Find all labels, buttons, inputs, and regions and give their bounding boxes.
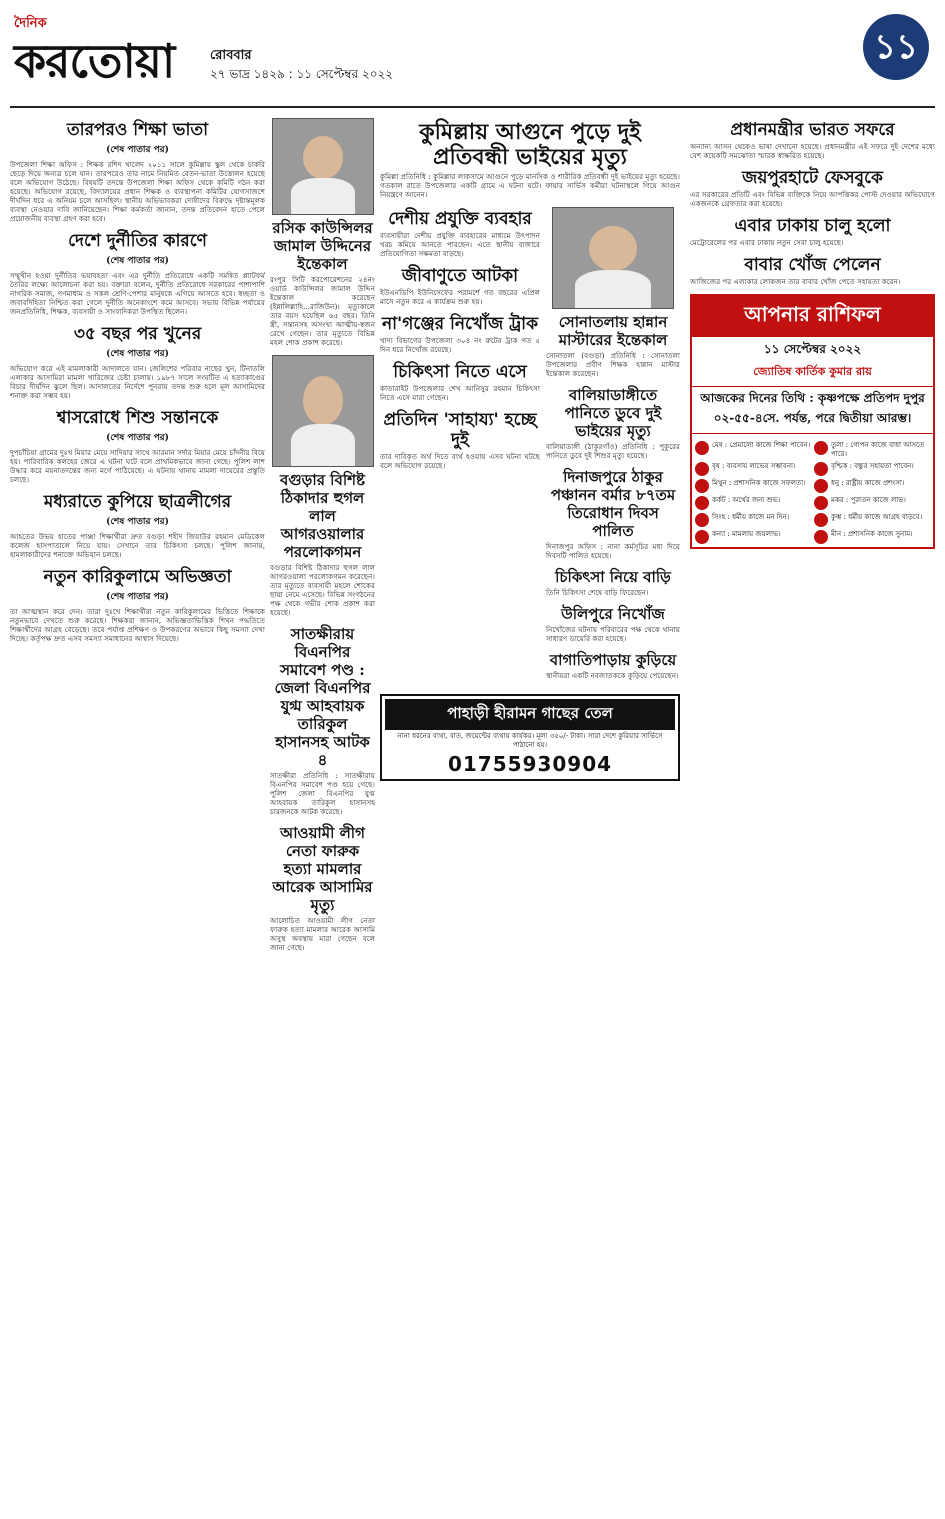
- story-headline: ৩৫ বছর পর খুনের: [73, 324, 202, 344]
- story-headline: চিকিৎসা নিতে এসে: [393, 362, 527, 382]
- story-body: আহতের উভয় হাতের পাঞ্জা শিক্ষার্থীরা দ্রুত বগুড়া শহীদ জিয়াউর রহমান মেডিকেল কলেজ হাসপাতালে নিয়ে যায়। সেখানে তার চিকিৎসা চলছে। পুলিশ জানায়, হামলাকারীদের শনাক্তে অভিযান চলছে।: [10, 532, 265, 559]
- story-headline: আওয়ামী লীগ নেতা ফারুক হত্যা মামলার আরেক আসামির মৃত্যু: [272, 824, 373, 914]
- story: [546, 605, 680, 643]
- page-number: ১১: [863, 14, 929, 80]
- logo-prefix: দৈনিক: [14, 16, 47, 31]
- story-body: বগুড়ার বিশিষ্ট ঠিকাদার হুগল লাল আগরওয়ালা পরলোকগমন করেছেন। তার মৃত্যুতে ব্যবসায়ী মহলে শোকের ছায়া নেমে এসেছে। বিভিন্ন সংগঠনের পক্ষ থেকে গভীর শোক প্রকাশ করা হয়েছে।: [270, 563, 375, 617]
- story-body: আলোচিত আওয়ামী লীগ নেতা ফারুক হত্যা মামলার আরেক আসামি অসুস্থ অবস্থায় মারা গেছেন বলে জানা গেছে।: [270, 916, 375, 952]
- lead-story: [380, 120, 680, 199]
- story-subhead: (শেষ পাতার পর): [106, 433, 169, 443]
- newspaper-logo: [14, 14, 204, 94]
- story-headline: জীবাণুতে আটকা: [401, 266, 519, 286]
- story-body: বালিয়াডাঙ্গী (ঠাকুরগাঁও) প্রতিনিধি : পুকুরের পানিতে ডুবে দুই শিশুর মৃত্যু হয়েছে।: [546, 442, 680, 460]
- story-subhead: (শেষ পাতার পর): [106, 349, 169, 359]
- story-headline: দেশীয় প্রযুক্তি ব্যবহার: [388, 209, 532, 229]
- zodiac-icon: [695, 496, 709, 510]
- story-subhead: (শেষ পাতার পর): [106, 592, 169, 602]
- zodiac-sign: বৃশ্চিক : বন্ধুর সহায়তা পাবেন।: [814, 462, 930, 476]
- story-body: কাতারাইট উপজেলার শেখ আনিসুর রহমান চিকিৎসা নিতে এসে মারা গেছেন।: [380, 384, 540, 402]
- story-body: কুমিল্লা প্রতিনিধি : কুমিল্লার লাকসামে আগুনে পুড়ে মানসিক ও শারীরিক প্রতিবন্ধী দুই ভাইয়ের মৃত্যু হয়েছে। গতকাল রাতে উপজেলার একটি গ্রামে এ ঘটনা ঘটে। ফায়ার সার্ভিস কর্মীরা ঘটনাস্থলে গিয়ে আগুন নিয়ন্ত্রণে আনেন।: [380, 172, 680, 199]
- zodiac-icon: [695, 530, 709, 544]
- zodiac-sign: কন্যা : মামলায় জয়লাভ।: [695, 530, 811, 544]
- portrait-photo: [552, 207, 674, 309]
- masthead: [10, 6, 935, 108]
- story-headline: সোনাতলায় হান্নান মাস্টারের ইন্তেকাল: [558, 313, 668, 349]
- zodiac-sign: ধনু : রাষ্ট্রীয় কাজে প্রশংসা।: [814, 479, 930, 493]
- story-body: ইউএনডিপি ইউনিসেফের পরামর্শে গত বছরের এপ্রিল মাসে নতুন করে এ কার্যক্রম শুরু হয়।: [380, 288, 540, 306]
- story: [380, 410, 540, 470]
- zodiac-icon: [814, 479, 828, 493]
- story-headline: মধ্যরাতে কুপিয়ে ছাত্রলীগের: [43, 492, 232, 512]
- story-body: তা আত্মস্থান করে দেন। তারা দুঃখে শিক্ষার্থীরা নতুন কারিকুলামের ভিত্তিতে শিক্ষাকে নতুনভাবে দেখতে শুরু করেছে। শিক্ষকরা জানান, অভিজ্ঞতাভিত্তিক শিখন পদ্ধতিতে শিক্ষার্থীদের আগ্রহ বেড়েছে। তবে পর্যাপ্ত প্রশিক্ষণ ও উপকরণের অভাবে কিছু সমস্যা দেখা দিচ্ছে। কর্তৃপক্ষ দ্রুত এসব সমস্যা সমাধানের আশ্বাস দিয়েছে।: [10, 607, 265, 643]
- story-body: নিখোঁজের ঘটনায় পরিবারের পক্ষ থেকে থানায় সাধারণ ডায়েরি করা হয়েছে।: [546, 625, 680, 643]
- story: [690, 120, 935, 160]
- horoscope-title: আপনার রাশিফল: [692, 296, 933, 337]
- story-headline: বগুড়ার বিশিষ্ট ঠিকাদার হুগল লাল আগরওয়ালার পরলোকগমন: [280, 471, 365, 561]
- story: [10, 492, 265, 559]
- story: [546, 468, 680, 560]
- tithi-text: আজকের দিনের তিথি : কৃষ্ণপক্ষে প্রতিপদ দুপুর ০২-৫৫-৪সে. পর্যন্ত, পরে দ্বিতীয়া আরম্ভ।: [692, 386, 933, 434]
- story-headline: দিনাজপুরে ঠাকুর পঞ্চানন বর্মার ৮৭তম তিরোধান দিবস পালিত: [550, 468, 676, 540]
- story: [546, 386, 680, 460]
- story: [10, 231, 265, 316]
- story-body: তার দাবিকৃত অর্থ দিতে ব্যর্থ হওয়ায় এসব ঘটনা ঘটছে বলে অভিযোগ রয়েছে।: [380, 452, 540, 470]
- zodiac-sign: মেষ : প্রেমালো কাজে শিক্ষা পাবেন।: [695, 441, 811, 459]
- story-body: মেট্রোরেলের পর এবার ঢাকায় নতুন সেবা চালু হয়েছে।: [690, 238, 844, 247]
- zodiac-sign: মিথুন : প্রশাসনিক কাজে সফলতা।: [695, 479, 811, 493]
- story-body: এর সরকারের প্রতিটি এবং বিভিন্ন ব্যক্তিকে নিয়ে আপত্তিকর পোস্ট দেওয়ার অভিযোগে একজনকে গ্রেফতার করা হয়েছে।: [690, 190, 935, 208]
- story-headline: নতুন কারিকুলামে অভিজ্ঞতা: [43, 567, 232, 587]
- story-body: অন্যান্য আসন থেকেও ভাষা দেখানো হয়েছে। প্রধানমন্ত্রীর এই সফরে দুই দেশের মধ্যে বেশ কয়েকটি সমঝোতা স্মারক স্বাক্ষরিত হয়েছে।: [690, 142, 935, 160]
- zodiac-icon: [695, 513, 709, 527]
- sub-column-right: [546, 207, 680, 688]
- zodiac-sign: কুম্ভ : ধর্মীয় কাজে আগ্রহ বাড়বে।: [814, 513, 930, 527]
- story: [380, 266, 540, 306]
- zodiac-sign: সিংহ : ধর্মীয় কাজে মন দিন।: [695, 513, 811, 527]
- lead-headline: কুমিল্লায় আগুনে পুড়ে দুই প্রতিবন্ধী ভাইয়ের মৃত্যু: [419, 119, 641, 170]
- zodiac-icon: [695, 441, 709, 455]
- story-body: ব্যবসায়ীরা দেশীয় প্রযুক্তি ব্যবহারের মাধ্যমে উৎপাদন খরচ কমিয়ে আনতে পারছেন। এতে স্থানীয় বাজারে প্রতিযোগিতা সক্ষমতা বাড়ছে।: [380, 231, 540, 258]
- ad-text: নানা ধরনের ব্যথা, বাত, জয়েন্টের ব্যথায় কার্যকর। মূল্য ৩৫০/- টাকা। সারা দেশে কুরিয়ার সার্ভিসে পাঠানো হয়।: [397, 732, 663, 749]
- story-body: খাদ্য বিভাগের উপজেলা ৩০৪ নং রুটের ট্রাক গত ৫ দিন ধরে নিখোঁজ রয়েছে।: [380, 336, 540, 354]
- zodiac-sign: কর্কট : অর্থের জন্য শুভ।: [695, 496, 811, 510]
- zodiac-icon: [814, 530, 828, 544]
- story-headline: বাগাতিপাড়ায় কুড়িয়ে: [549, 651, 677, 669]
- story-body: সাতক্ষীরা প্রতিনিধি : সাতক্ষীরায় বিএনপির সমাবেশ পণ্ড হয়ে গেছে। পুলিশ জেলা বিএনপির যুগ্ম আহবায়ক তারিকুল হাসানসহ চারজনকে আটক করেছে।: [270, 771, 375, 816]
- story: [690, 216, 935, 247]
- zodiac-sign: মকর : পুরাতন কাজে লাভ।: [814, 496, 930, 510]
- horoscope-date: ১১ সেপ্টেম্বর ২০২২: [763, 342, 862, 356]
- story-headline: উলিপুরে নিখোঁজ: [561, 605, 665, 623]
- story-subhead: (শেষ পাতার পর): [106, 517, 169, 527]
- story: [380, 362, 540, 402]
- ad-title: পাহাড়ী হীরামন গাছের তেল: [385, 699, 675, 730]
- story-headline: সাতক্ষীরায় বিএনপির সমাবেশ পণ্ড : জেলা বিএনপির যুগ্ম আহবায়ক তারিকুল হাসানসহ আটক ৪: [274, 625, 371, 769]
- story-headline: না'গঞ্জের নিখোঁজ ট্রাক: [381, 314, 538, 334]
- horoscope-author: জ্যোতিষ কার্তিক কুমার রায়: [753, 365, 872, 378]
- story-headline: রসিক কাউন্সিলর জামাল উদ্দিনের ইন্তেকাল: [272, 219, 373, 273]
- story: [10, 408, 265, 484]
- story-body: উপজেলা শিক্ষা অফিস : শিক্ষক রশিদ খালেদ ২০১১ সালে কুমিল্লায় স্কুল থেকে চাকরি ছেড়ে দিয়ে অন্যত্র চলে যান। তারপরেও তার নামে নিয়মিত বেতন-ভাতা উত্তোলন হয়েছে বলে অভিযোগ উঠেছে। বিষয়টি তদন্তে উপজেলা শিক্ষা অফিস থেকে কমিটি গঠন করা হয়েছে। অভিযোগ রয়েছে, বিদ্যালয়ের প্রধান শিক্ষক ও ব্যবস্থাপনা কমিটির যোগসাজশে দীর্ঘদিন ধরে এ অনিয়ম চলে আসছিল। স্থানীয় অভিভাবকরা দোষীদের বিরুদ্ধে দৃষ্টান্তমূলক ব্যবস্থা নেওয়ার দাবি জানিয়েছেন। শিক্ষা কর্মকর্তা জানান, তদন্ত প্রতিবেদন হাতে পেলে প্রয়োজনীয় ব্যবস্থা গ্রহণ করা হবে।: [10, 160, 265, 223]
- story: [380, 314, 540, 354]
- zodiac-sign: মীন : প্রশাসনিক কাজে সুনাম।: [814, 530, 930, 544]
- story: [10, 567, 265, 643]
- story-headline: শ্বাসরোধে শিশু সন্তানকে: [56, 408, 219, 428]
- story-body: তিনি চিকিৎসা শেষে বাড়ি ফিরেছেন।: [546, 588, 649, 597]
- story-headline: বাবার খোঁজ পেলেন: [744, 255, 881, 275]
- story: [270, 625, 375, 816]
- story-body: আজিজের পর এলাকার লোকজন তার বাবার খোঁজ পেতে সহায়তা করেন।: [690, 277, 901, 286]
- story-body: দিনাজপুর অফিস : নানা কর্মসূচির মধ্য দিয়ে দিবসটি পালিত হয়েছে।: [546, 542, 680, 560]
- portrait-photo: [272, 355, 374, 467]
- story-subhead: (শেষ পাতার পর): [106, 145, 169, 155]
- zodiac-grid: [692, 438, 933, 547]
- sub-column-left: [380, 207, 540, 688]
- story: [270, 824, 375, 952]
- story-headline: প্রধানমন্ত্রীর ভারত সফরে: [730, 120, 895, 140]
- story: [270, 219, 375, 347]
- column-1: [10, 118, 265, 1513]
- story: [690, 168, 935, 208]
- story-headline: প্রতিদিন 'সাহায্য' হচ্ছে দুই: [383, 410, 537, 450]
- story-headline: চিকিৎসা নিয়ে বাড়ি: [555, 568, 671, 586]
- story: [270, 471, 375, 617]
- portrait-photo: [272, 118, 374, 215]
- masthead-date: ২৭ ভাদ্র ১৪২৯ : ১১ সেপ্টেম্বর ২০২২: [210, 67, 394, 81]
- ad-phone: 01755930904: [447, 752, 613, 776]
- zodiac-icon: [814, 496, 828, 510]
- zodiac-sign: বৃষ : ব্যবসায় লাভের সম্ভাবনা।: [695, 462, 811, 476]
- story-headline: দেশে দুর্নীতির কারণে: [68, 231, 207, 251]
- zodiac-icon: [695, 462, 709, 476]
- story: [546, 651, 680, 680]
- zodiac-icon: [695, 479, 709, 493]
- story: [10, 324, 265, 400]
- story: [546, 313, 680, 378]
- story-headline: জয়পুরহাটে ফেসবুকে: [742, 168, 883, 188]
- story-headline: বালিয়াডাঙ্গীতে পানিতে ডুবে দুই ভাইয়ের মৃত্যু: [564, 386, 662, 440]
- story: [10, 120, 265, 223]
- column-2: [270, 118, 375, 1513]
- advertisement: [380, 694, 680, 781]
- column-4: [690, 118, 935, 1513]
- horoscope-box: [690, 294, 935, 549]
- story-body: স্থানীয়রা একটি নবজাতককে কুড়িয়ে পেয়েছেন।: [546, 671, 679, 680]
- zodiac-icon: [814, 441, 828, 455]
- story-body: অভিযোগ করে এই মামলাকারী আদালতে যান। জেলিশের পরিবার নাছের খুন, টিনাতলি এলাকার আসামিরা মামলা খারিজের চেষ্টা চালায়। ১৯৮৭ সালে সংঘটিত এ হত্যাকাণ্ডের বিচার দীর্ঘদিন ঝুলে ছিল। আদালতের নির্দেশে পুনরায় তদন্ত শুরু হলে মূল আসামিদের শনাক্ত করা সম্ভব হয়।: [10, 364, 265, 400]
- masthead-day: রোববার: [210, 48, 252, 63]
- logo-name: করতোয়া: [14, 34, 175, 88]
- story: [546, 568, 680, 597]
- story-body: দুপচাঁচিয়া গ্রামের দুঃখ মিয়ার মেয়ে সাদিয়ার সাথে আরমান সর্দার মিয়ার মেয়ে চাঁদনীর বিয়ে হয়। পারিবারিক কলহের জেরে এ ঘটনা ঘটে বলে প্রাথমিকভাবে জানা গেছে। পুলিশ লাশ উদ্ধার করে ময়নাতদন্তের জন্য মর্গে পাঠিয়েছে। এ ঘটনায় থানায় মামলা দায়েরের প্রস্তুতি চলছে।: [10, 448, 265, 484]
- story: [380, 209, 540, 258]
- zodiac-icon: [814, 462, 828, 476]
- story-headline: এবার ঢাকায় চালু হলো: [734, 216, 891, 236]
- story-subhead: (শেষ পাতার পর): [106, 256, 169, 266]
- zodiac-icon: [814, 513, 828, 527]
- zodiac-sign: তুলা : গোপন কাজে বাধা আসতে পারে।: [814, 441, 930, 459]
- story-body: সোনাতলা (বগুড়া) প্রতিনিধি : সোনাতলা উপজেলার প্রবীণ শিক্ষক হান্নান মাস্টার ইন্তেকাল করেছেন।: [546, 351, 680, 378]
- story-headline: তারপরও শিক্ষা ভাতা: [66, 120, 209, 140]
- story-body: রংপুর সিটি করপোরেশনের ২৪নং ওয়ার্ড কাউন্সিলর জামাল উদ্দিন ইন্তেকাল করেছেন (ইন্নালিল্লাহি...রাজিউন)। মৃত্যুকালে তার বয়স হয়েছিল ৬৫ বছর। তিনি স্ত্রী, সন্তানসহ অসংখ্য আত্মীয়-স্বজন রেখে গেছেন। তার মৃত্যুতে বিভিন্ন মহল শোক প্রকাশ করেছে।: [270, 275, 375, 347]
- story: [690, 255, 935, 286]
- story-body: সম্মুখীন হওয়া দুর্নীতির ভয়াবহতা এবং এর দুর্নীতি প্রতিরোধে একটি সমন্বিত প্ল্যাটফর্ম তৈরির লক্ষ্যে আলোচনা করা হয়। বক্তারা বলেন, দুর্নীতি প্রতিরোধে সরকারের পাশাপাশি নাগরিক সমাজ, গণমাধ্যম ও সকল শ্রেণি-পেশার মানুষকে এগিয়ে আসতে হবে। স্বচ্ছতা ও জবাবদিহিতা নিশ্চিত করা গেলে দুর্নীতি অনেকাংশে কমে আসবে। সভায় বিভিন্ন পর্যায়ের জনপ্রতিনিধি, শিক্ষক, ব্যবসায়ী ও সাংবাদিকরা উপস্থিত ছিলেন।: [10, 271, 265, 316]
- column-3: [380, 118, 680, 1513]
